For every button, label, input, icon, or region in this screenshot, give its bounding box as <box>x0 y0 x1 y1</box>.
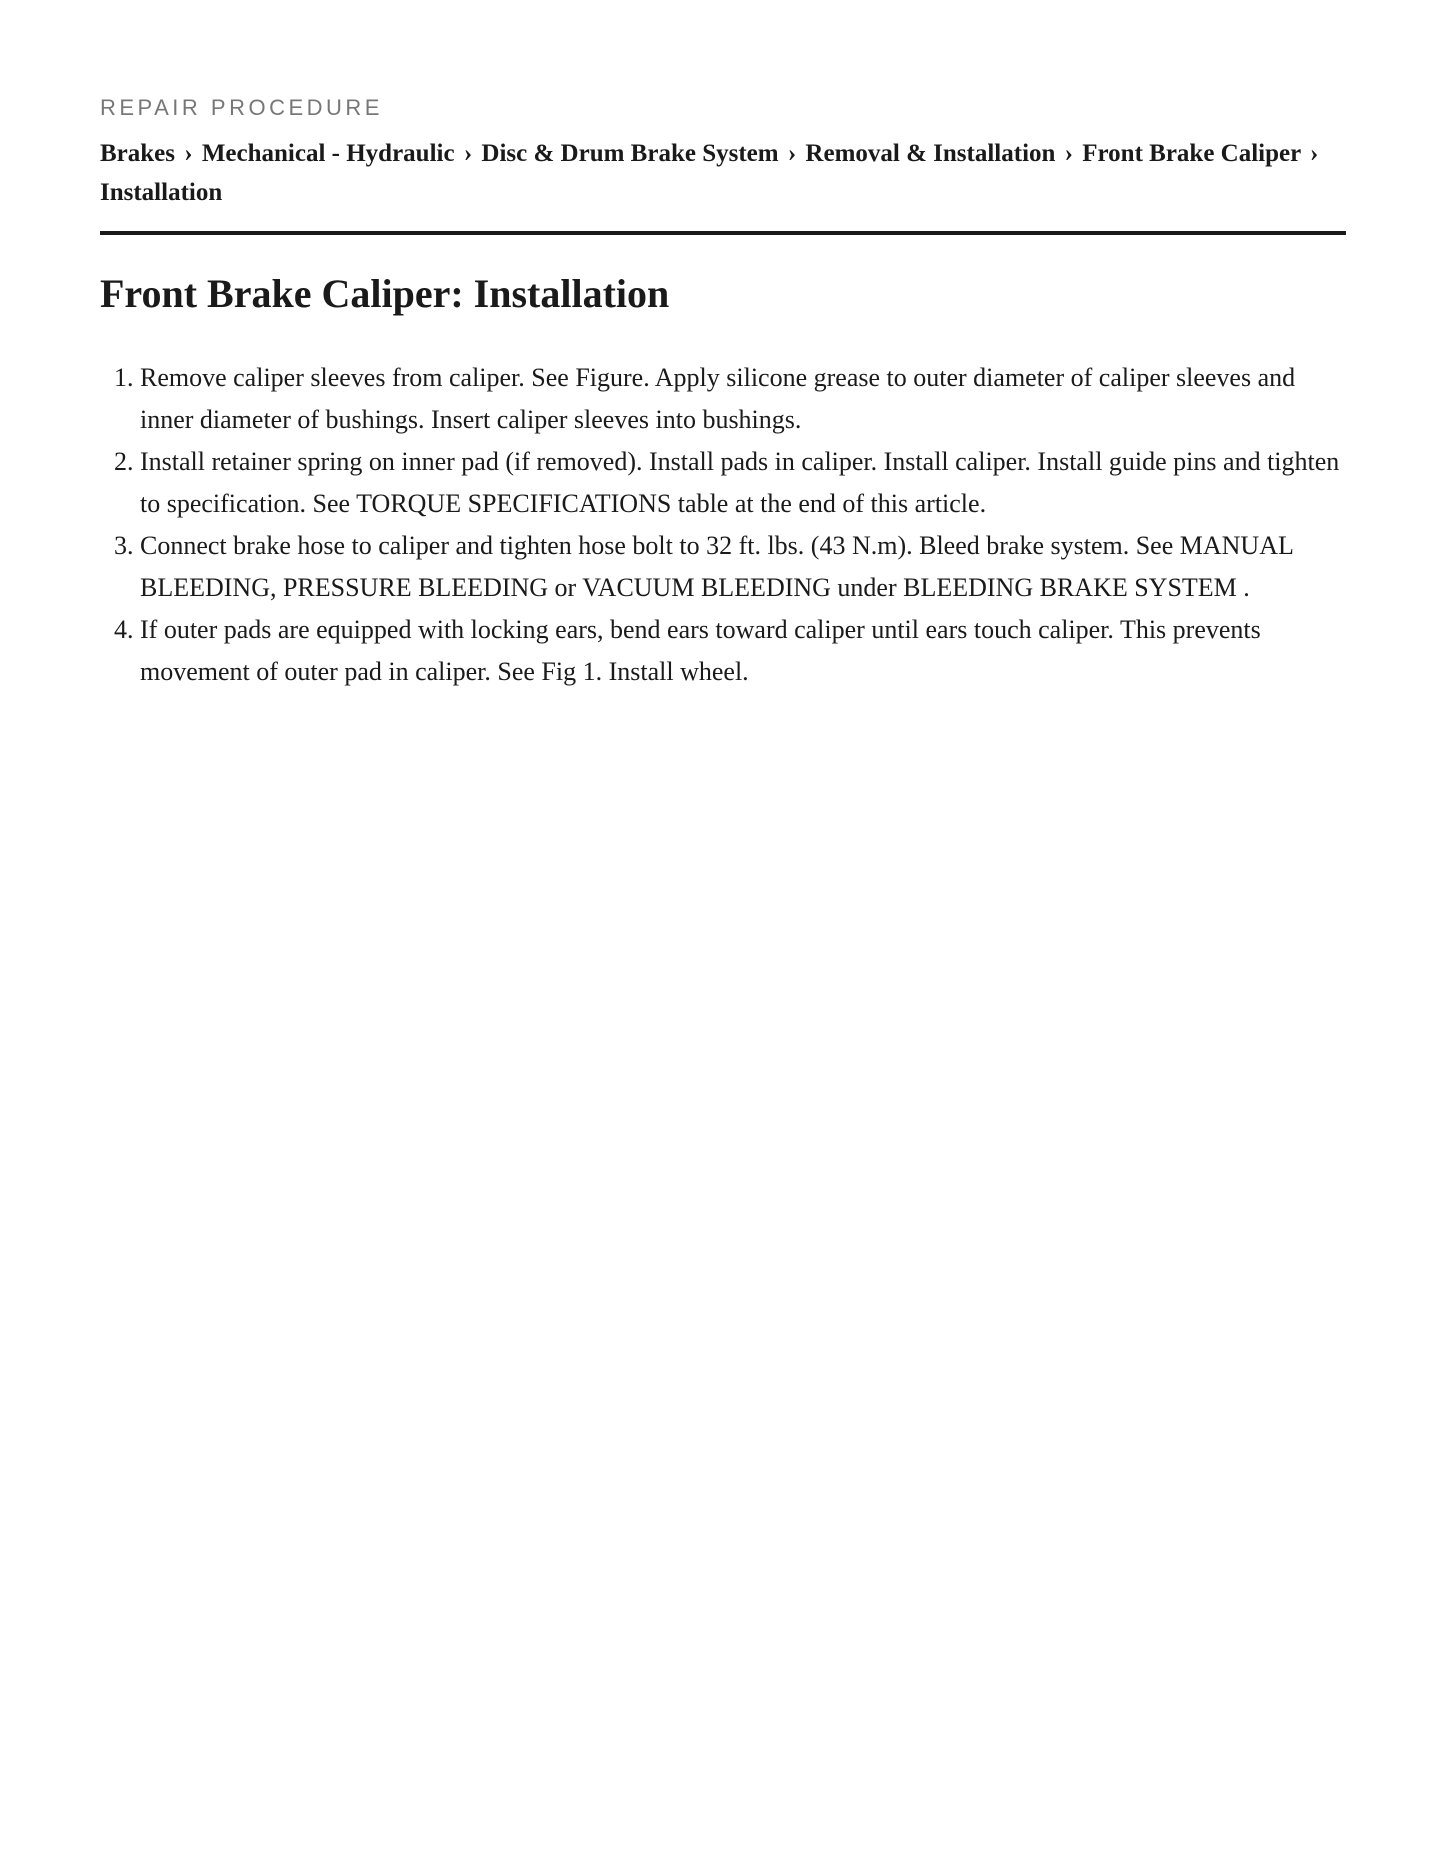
page-title: Front Brake Caliper: Installation <box>100 271 670 316</box>
breadcrumb-item-brakes[interactable]: Brakes <box>100 140 175 167</box>
breadcrumb-separator: › <box>1310 140 1319 167</box>
procedure-step: 3. Connect brake hose to caliper and tighten hose bolt to 32 ft. lbs. (43 N.m). Bleed brake system. See MANUAL BLEEDING, PRESSURE BLEEDING or VACUUM BLEEDING under BLEEDING BRAKE SYSTEM . <box>140 525 1346 609</box>
breadcrumb-separator: › <box>1064 140 1073 167</box>
breadcrumb-separator: › <box>787 140 797 167</box>
procedure-step: 2. Install retainer spring on inner pad (if removed). Install pads in caliper. Install caliper. Install guide pins and tighten to specification. See TORQUE SPECIFICATIONS table at the end of this article. <box>140 441 1346 525</box>
breadcrumb-item-front-brake-caliper[interactable]: Front Brake Caliper <box>1082 140 1301 167</box>
breadcrumb-separator: › <box>184 140 193 167</box>
document-page <box>100 90 1346 693</box>
breadcrumb-separator: › <box>463 140 473 167</box>
procedure-step: 4. If outer pads are equipped with locking ears, bend ears toward caliper until ears touch caliper. This prevents movement of outer pad in caliper. See Fig 1. Install wheel. <box>140 609 1346 693</box>
breadcrumb-item-disc-drum-brake-system[interactable]: Disc & Drum Brake System <box>481 140 779 167</box>
procedure-step: 1. Remove caliper sleeves from caliper. See Figure. Apply silicone grease to outer diameter of caliper sleeves and inner diameter of bushings. Insert caliper sleeves into bushings. <box>140 357 1346 441</box>
breadcrumb-item-mechanical-hydraulic[interactable]: Mechanical - Hydraulic <box>201 140 455 167</box>
breadcrumb-item-installation: Installation <box>100 179 223 206</box>
breadcrumb-item-removal-installation[interactable]: Removal & Installation <box>805 140 1056 167</box>
procedure-steps-list <box>100 357 1346 693</box>
section-label: REPAIR PROCEDURE <box>100 95 383 120</box>
breadcrumb <box>100 134 1346 235</box>
